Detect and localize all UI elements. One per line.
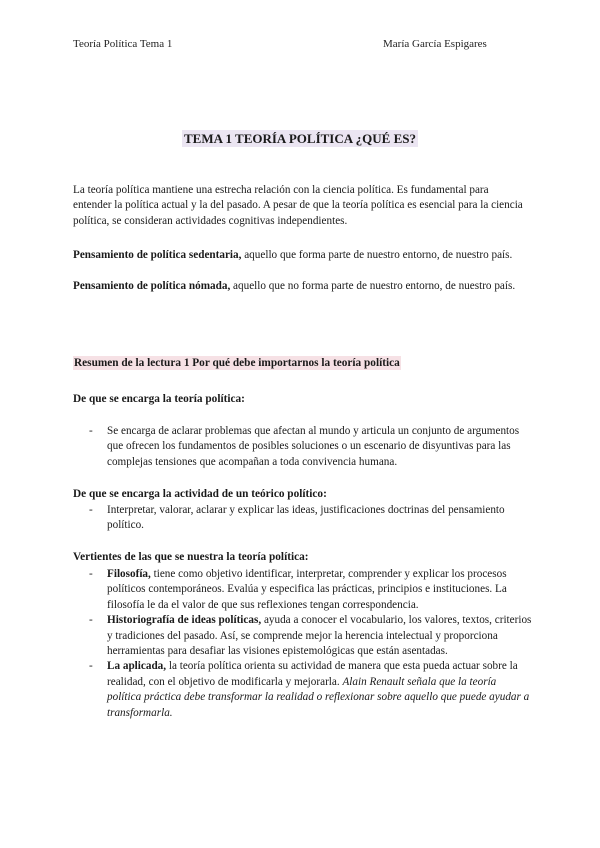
section2-heading: De que se encarga la actividad de un teórico político: bbox=[73, 488, 327, 500]
header-right: María García Espigares bbox=[383, 38, 487, 50]
list-item-text: Interpretar, valorar, aclarar y explicar las ideas, justificaciones doctrinas del pensamiento político. bbox=[107, 504, 505, 532]
list-item-term: Filosofía, bbox=[107, 568, 151, 580]
list-item-text: la teoría política orienta su actividad de manera que esta pueda actuar sobre la realidad, con el objetivo de modificarla y mejorarla. bbox=[107, 660, 518, 688]
list-item bbox=[73, 659, 533, 721]
list-item-text: tiene como objetivo identificar, interpretar, comprender y explicar los procesos políticos contemporáneos. Evalúa y especifica las prácticas, principios e instituciones. La filosofía le da el valor de que sus reflexiones tengan correspondencia. bbox=[107, 568, 507, 611]
section3-heading: Vertientes de las que se nuestra la teoría política: bbox=[73, 551, 309, 563]
definition-text: aquello que forma parte de nuestro entorno, de nuestro país. bbox=[241, 249, 513, 261]
summary-heading bbox=[73, 357, 401, 369]
list-item bbox=[73, 503, 533, 534]
list-item-term: Historiografía de ideas políticas, bbox=[107, 614, 262, 627]
section3-list bbox=[73, 567, 533, 721]
section1-heading: De que se encarga la teoría política: bbox=[73, 393, 245, 405]
list-item-quote: Alain Renault señala que la teoría política práctica debe transformar la realidad o reflexionar sobre aquello que puede ayudar a transformarla. bbox=[107, 675, 530, 719]
dash-bullet: - bbox=[89, 614, 93, 627]
list-item bbox=[73, 567, 533, 613]
list-item-term: La aplicada, bbox=[107, 660, 167, 673]
list-item bbox=[73, 424, 533, 470]
dash-bullet: - bbox=[89, 568, 93, 580]
intro-paragraph: La teoría política mantiene una estrecha relación con la ciencia política. Es fundamental para entender la política actual y la del pasado. A pesar de que la teoría política es esencial para la ciencia política, se consideran actividades cognitivas independientes. bbox=[73, 184, 523, 227]
list-item-text: ayuda a conocer el vocabulario, los valores, textos, criterios y tradiciones del pasado. Así, se comprende mejor la herencia intelectual y proporciona herramientas para desafiar las visiones epistemológicas que están asentadas. bbox=[107, 614, 532, 658]
definition-term: Pensamiento de política nómada, bbox=[73, 280, 231, 292]
list-item-text: Se encarga de aclarar problemas que afectan al mundo y articula un conjunto de argumentos que ofrecen los fundamentos de posibles soluciones o un escenario de disyuntivas para las complejas tensiones que acompañan a toda convivencia humana. bbox=[107, 425, 520, 468]
definition-nomada bbox=[73, 279, 528, 294]
page-title-text: TEMA 1 TEORÍA POLÍTICA ¿QUÉ ES? bbox=[183, 131, 416, 146]
dash-bullet: - bbox=[89, 425, 93, 437]
definition-sedentaria bbox=[73, 248, 528, 263]
dash-bullet: - bbox=[89, 660, 93, 673]
list-item bbox=[73, 613, 533, 659]
header-left: Teoría Política Tema 1 bbox=[73, 38, 173, 50]
definition-term: Pensamiento de política sedentaria, bbox=[73, 249, 242, 261]
summary-heading-text: Resumen de la lectura 1 Por qué debe importarnos la teoría política bbox=[74, 357, 400, 369]
section1-list bbox=[73, 424, 533, 470]
page-title bbox=[0, 131, 600, 147]
definition-text: aquello que no forma parte de nuestro entorno, de nuestro país. bbox=[230, 280, 516, 292]
section2-list bbox=[73, 503, 533, 534]
dash-bullet: - bbox=[89, 504, 93, 516]
